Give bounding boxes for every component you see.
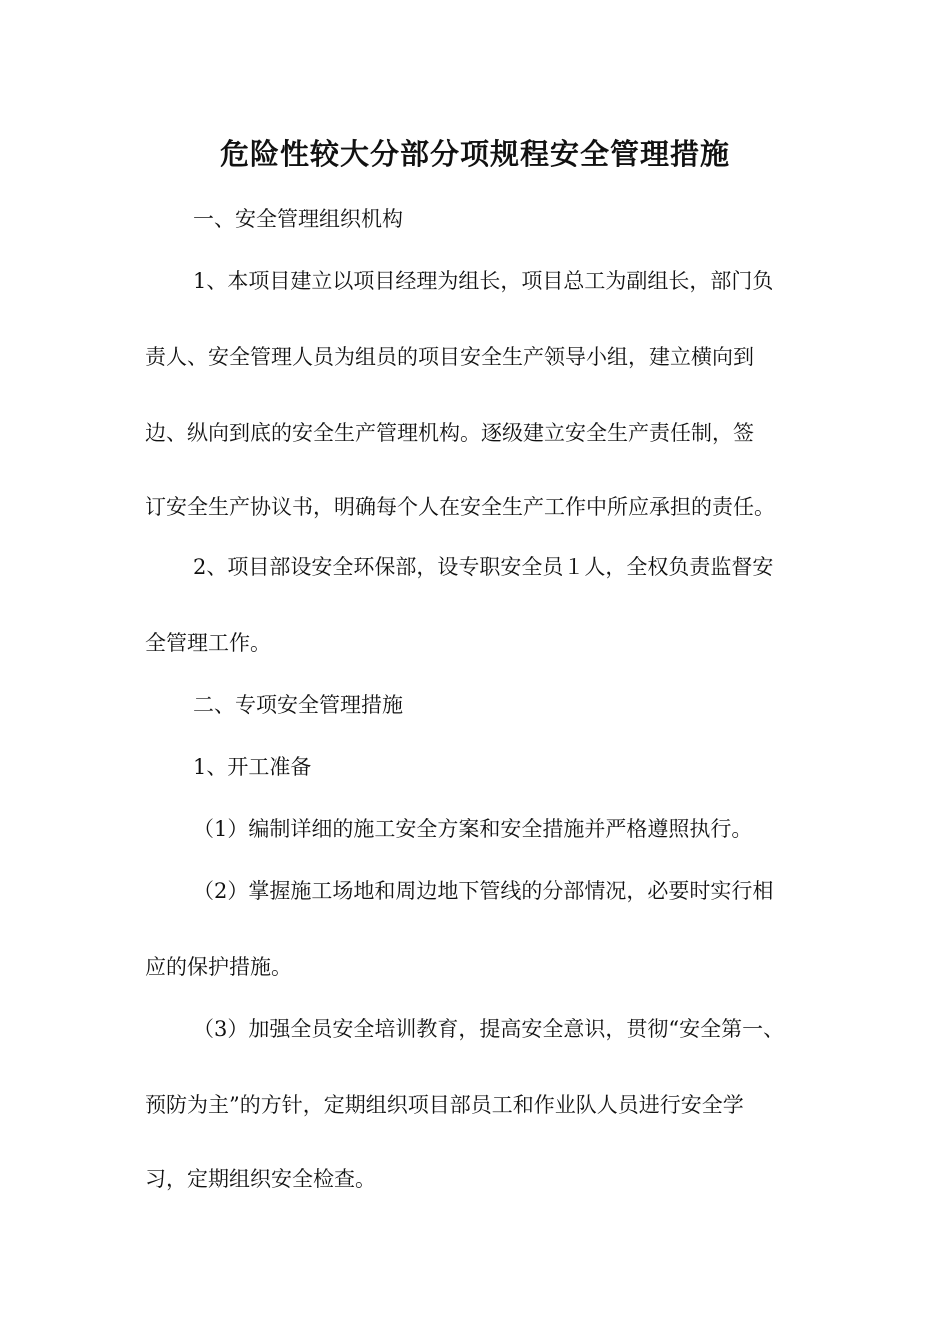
paragraph-line: 1、本项目建立以项目经理为组长，项目总工为副组长，部门负	[193, 269, 774, 293]
paragraph-line: 边、纵向到底的安全生产管理机构。逐级建立安全生产责任制，签	[145, 421, 754, 445]
list-item-line: 应的保护措施。	[145, 955, 292, 979]
section-heading-1: 一、安全管理组织机构	[193, 207, 403, 231]
subsection-heading: 1、开工准备	[193, 755, 312, 779]
paragraph-line: 全管理工作。	[145, 631, 271, 655]
paragraph-line: 订安全生产协议书，明确每个人在安全生产工作中所应承担的责任。	[145, 495, 775, 519]
list-item-line: （2）掌握施工场地和周边地下管线的分部情况，必要时实行相	[193, 879, 774, 903]
paragraph-line: 责人、安全管理人员为组员的项目安全生产领导小组，建立横向到	[145, 345, 754, 369]
list-item-line: （1）编制详细的施工安全方案和安全措施并严格遵照执行。	[193, 817, 753, 841]
paragraph-line: 2、项目部设安全环保部，设专职安全员１人，全权负责监督安	[193, 555, 774, 579]
section-heading-2: 二、专项安全管理措施	[193, 693, 403, 717]
list-item-line: 预防为主”的方针，定期组织项目部员工和作业队人员进行安全学	[145, 1093, 744, 1117]
list-item-line: 习，定期组织安全检查。	[145, 1167, 376, 1191]
list-item-line: （3）加强全员安全培训教育，提高安全意识，贯彻“安全第一、	[193, 1017, 785, 1041]
document-title: 危险性较大分部分项规程安全管理措施	[219, 137, 730, 171]
